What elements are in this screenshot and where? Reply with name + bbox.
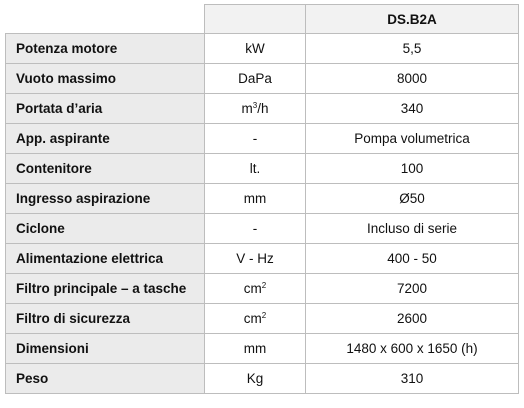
table-row xyxy=(6,244,519,274)
spec-label: Ingresso aspirazione xyxy=(6,184,205,214)
table-row xyxy=(6,64,519,94)
spec-unit xyxy=(205,364,306,394)
spec-unit-exponent: 2 xyxy=(261,311,267,320)
spec-value: 400 - 50 xyxy=(306,244,519,274)
table-row xyxy=(6,154,519,184)
spec-value: 8000 xyxy=(306,64,519,94)
spec-label: App. aspirante xyxy=(6,124,205,154)
spec-unit xyxy=(205,184,306,214)
spec-unit xyxy=(205,304,306,334)
header-unit-cell xyxy=(205,5,306,34)
spec-value: 7200 xyxy=(306,274,519,304)
spec-unit xyxy=(205,124,306,154)
spec-unit xyxy=(205,34,306,64)
spec-unit-text: m xyxy=(241,101,253,116)
spec-unit-exponent: 3 xyxy=(252,101,258,110)
spec-value: 5,5 xyxy=(306,34,519,64)
model-header: DS.B2A xyxy=(306,5,519,34)
spec-unit-text: mm xyxy=(243,191,267,206)
spec-value: 1480 x 600 x 1650 (h) xyxy=(306,334,519,364)
table-row xyxy=(6,184,519,214)
table-row xyxy=(6,34,519,64)
spec-unit-text: cm xyxy=(243,311,262,326)
spec-unit-suffix: /h xyxy=(257,101,269,116)
table-row xyxy=(6,304,519,334)
spec-table xyxy=(5,4,519,394)
spec-unit-text: cm xyxy=(243,281,262,296)
spec-table-body xyxy=(6,34,519,394)
spec-unit xyxy=(205,154,306,184)
spec-unit xyxy=(205,244,306,274)
spec-value: 340 xyxy=(306,94,519,124)
spec-value: Pompa volumetrica xyxy=(306,124,519,154)
table-row xyxy=(6,364,519,394)
spec-label: Portata d’aria xyxy=(6,94,205,124)
spec-value: 2600 xyxy=(306,304,519,334)
table-row xyxy=(6,124,519,154)
spec-value: Ø50 xyxy=(306,184,519,214)
spec-label: Potenza motore xyxy=(6,34,205,64)
table-row xyxy=(6,94,519,124)
spec-unit-text: V - Hz xyxy=(236,251,274,266)
table-row xyxy=(6,334,519,364)
spec-value: 100 xyxy=(306,154,519,184)
spec-label: Filtro di sicurezza xyxy=(6,304,205,334)
spec-unit xyxy=(205,94,306,124)
spec-unit xyxy=(205,64,306,94)
spec-unit xyxy=(205,334,306,364)
spec-label: Peso xyxy=(6,364,205,394)
spec-unit-text: - xyxy=(252,221,258,236)
spec-unit-text: Kg xyxy=(246,371,264,386)
spec-unit-text: kW xyxy=(245,41,265,56)
spec-value: Incluso di serie xyxy=(306,214,519,244)
spec-label: Filtro principale – a tasche xyxy=(6,274,205,304)
spec-unit-exponent: 2 xyxy=(261,281,267,290)
table-row xyxy=(6,274,519,304)
table-header-row xyxy=(6,5,519,34)
spec-label: Dimensioni xyxy=(6,334,205,364)
header-corner-cell xyxy=(6,5,205,34)
spec-unit xyxy=(205,274,306,304)
spec-label: Alimentazione elettrica xyxy=(6,244,205,274)
spec-unit-text: DaPa xyxy=(238,71,272,86)
spec-unit-text: - xyxy=(252,131,258,146)
spec-unit-text: mm xyxy=(243,341,267,356)
spec-label: Vuoto massimo xyxy=(6,64,205,94)
spec-value: 310 xyxy=(306,364,519,394)
spec-label: Ciclone xyxy=(6,214,205,244)
table-row xyxy=(6,214,519,244)
spec-unit-text: lt. xyxy=(249,161,261,176)
spec-label: Contenitore xyxy=(6,154,205,184)
spec-unit xyxy=(205,214,306,244)
